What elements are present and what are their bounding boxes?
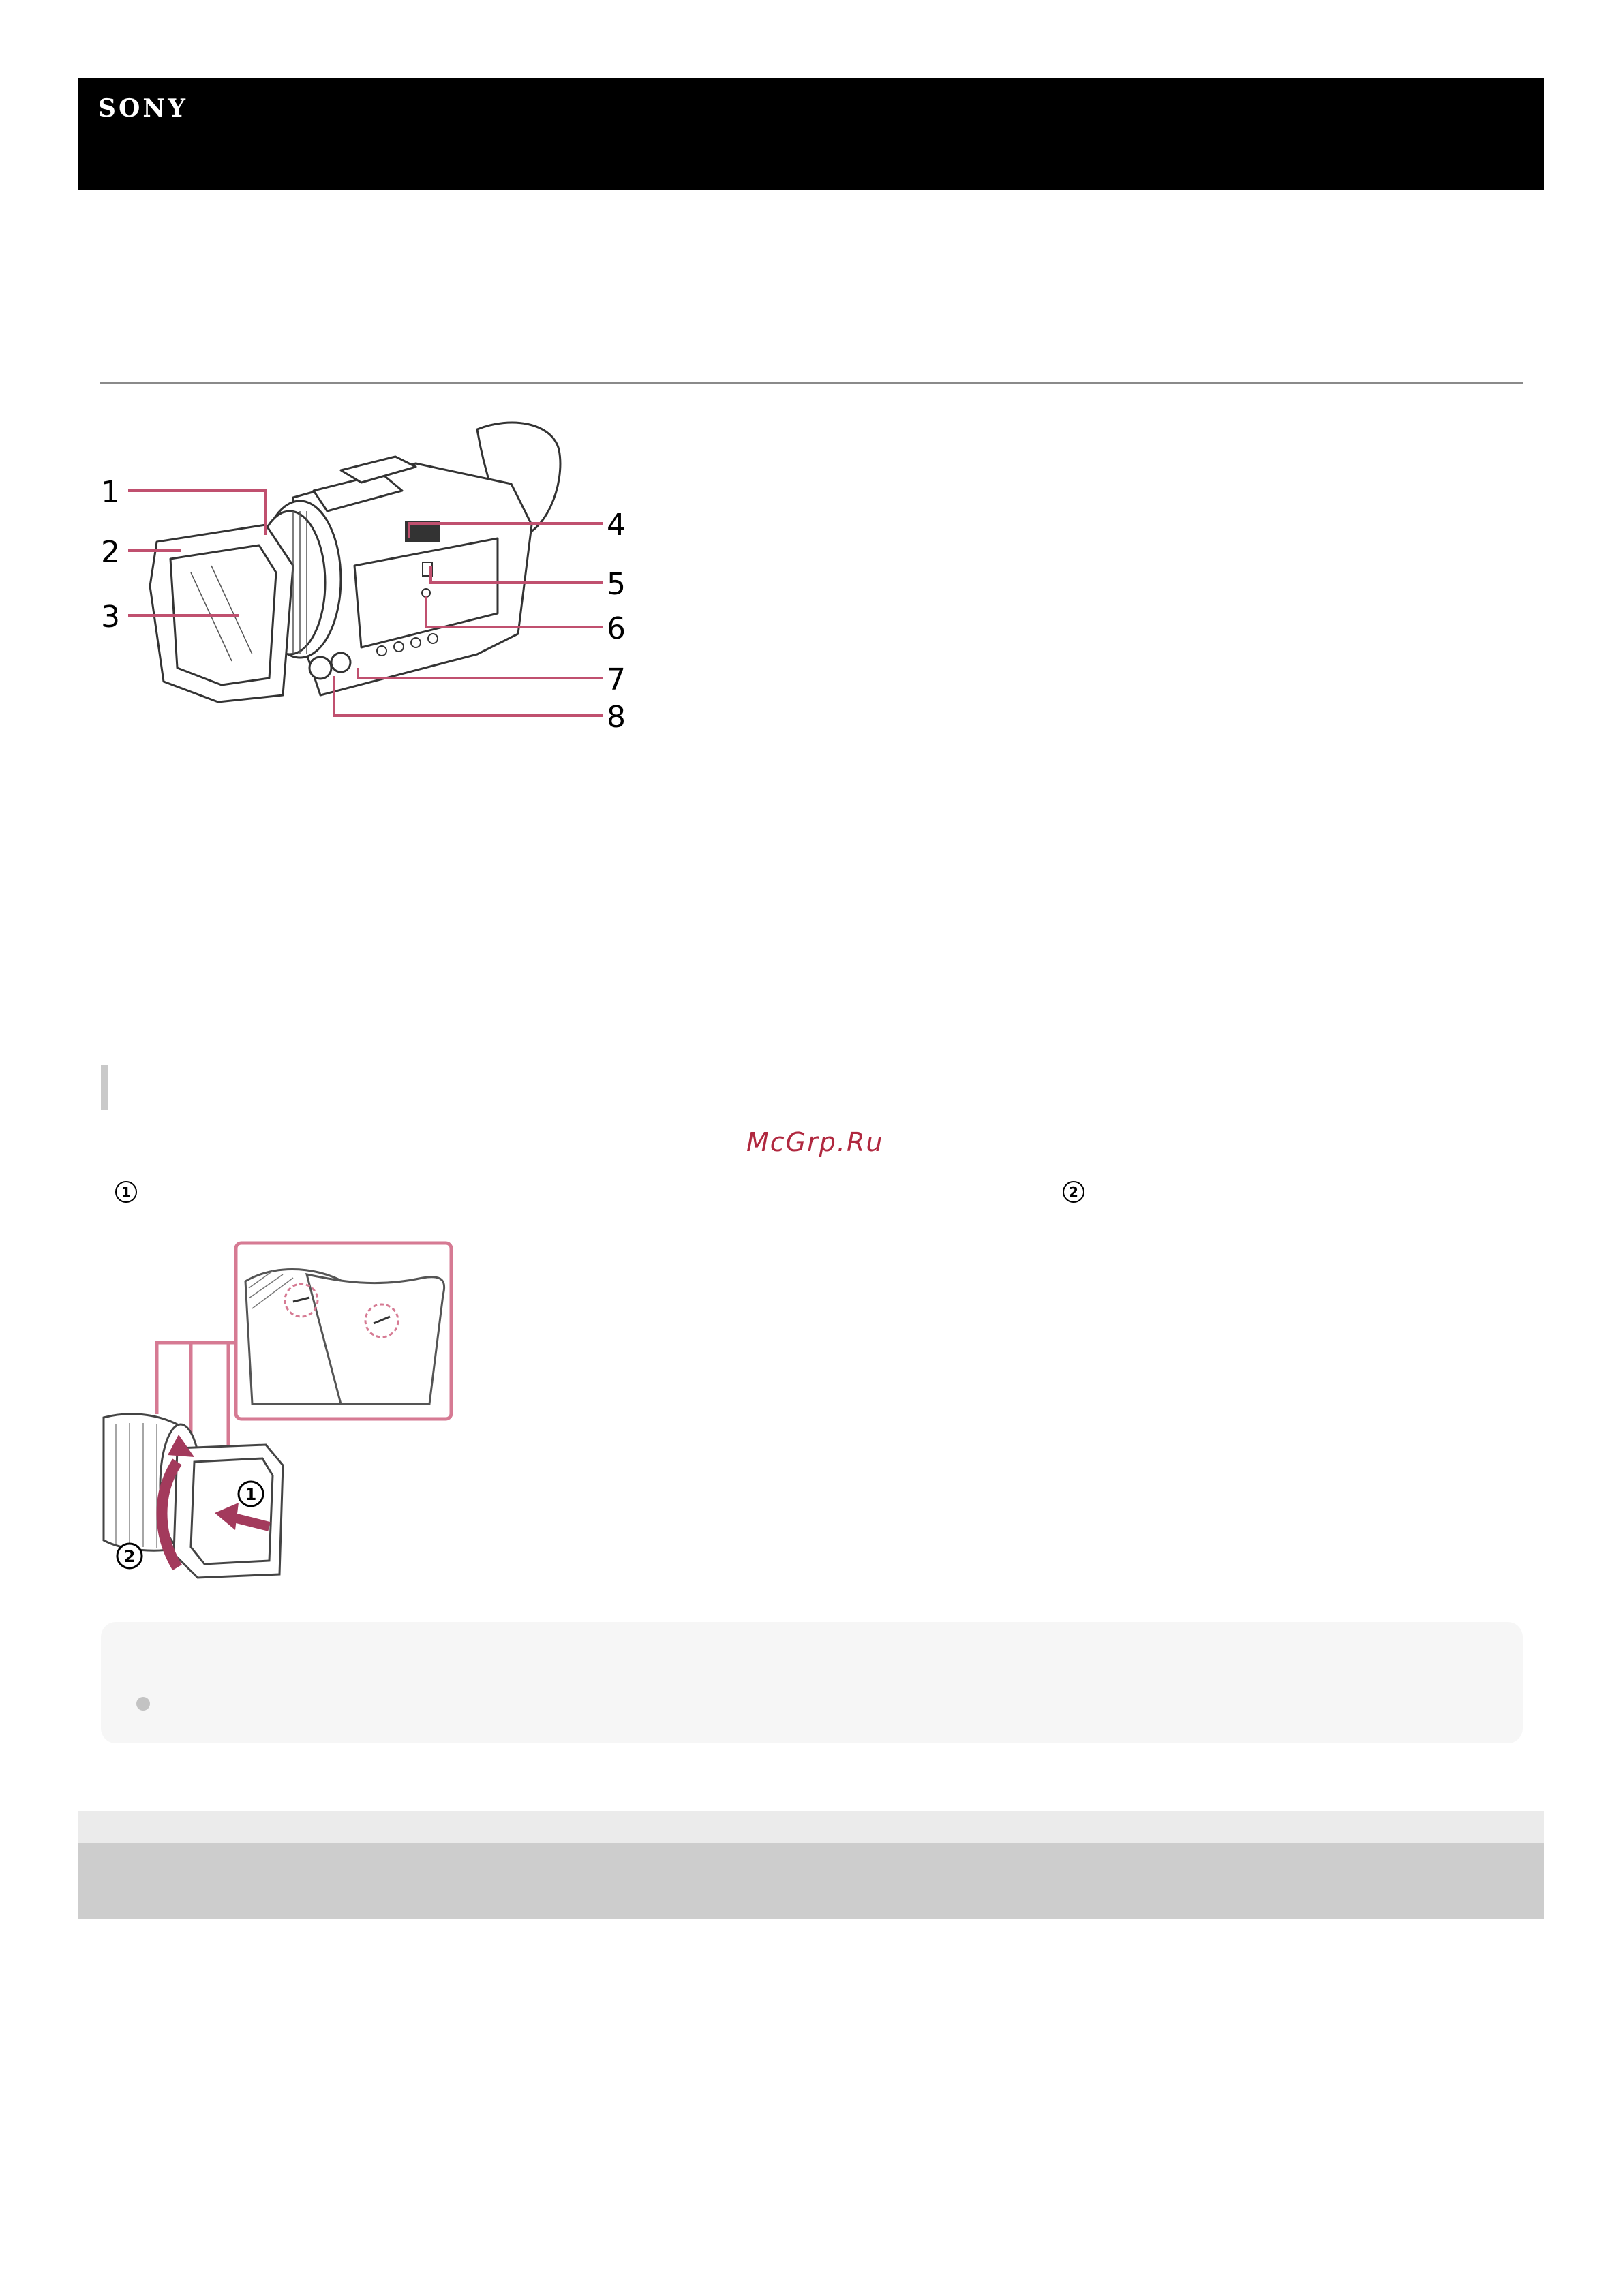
watermark: McGrp.Ru [746,1127,884,1157]
callout-8: 8 [607,700,626,735]
camera-parts-figure [95,409,634,736]
step-marker-1 [115,1181,137,1203]
callout-1: 1 [101,475,120,510]
callout-6: 6 [607,611,626,646]
callout-5: 5 [607,567,626,602]
step-marker-1-number: 1 [121,1184,131,1200]
lens-hood-attach-figure [102,1240,464,1588]
step-marker-2-number: 2 [1069,1184,1078,1200]
callout-3: 3 [101,600,120,634]
sony-logo: SONY [98,94,188,123]
note-box [101,1622,1523,1743]
figure-marker-2: 2 [123,1547,136,1566]
footer-top-band [78,1811,1544,1843]
callout-4: 4 [607,508,626,542]
step-marker-2 [1063,1181,1084,1203]
callout-7: 7 [607,662,626,697]
title-divider [100,382,1523,384]
footer-bottom-band [78,1843,1544,1919]
callout-2: 2 [101,535,120,570]
section-heading-marker [101,1065,108,1110]
note-bullet-icon [136,1697,150,1711]
header-bar [78,78,1544,190]
figure-marker-1: 1 [245,1485,257,1504]
